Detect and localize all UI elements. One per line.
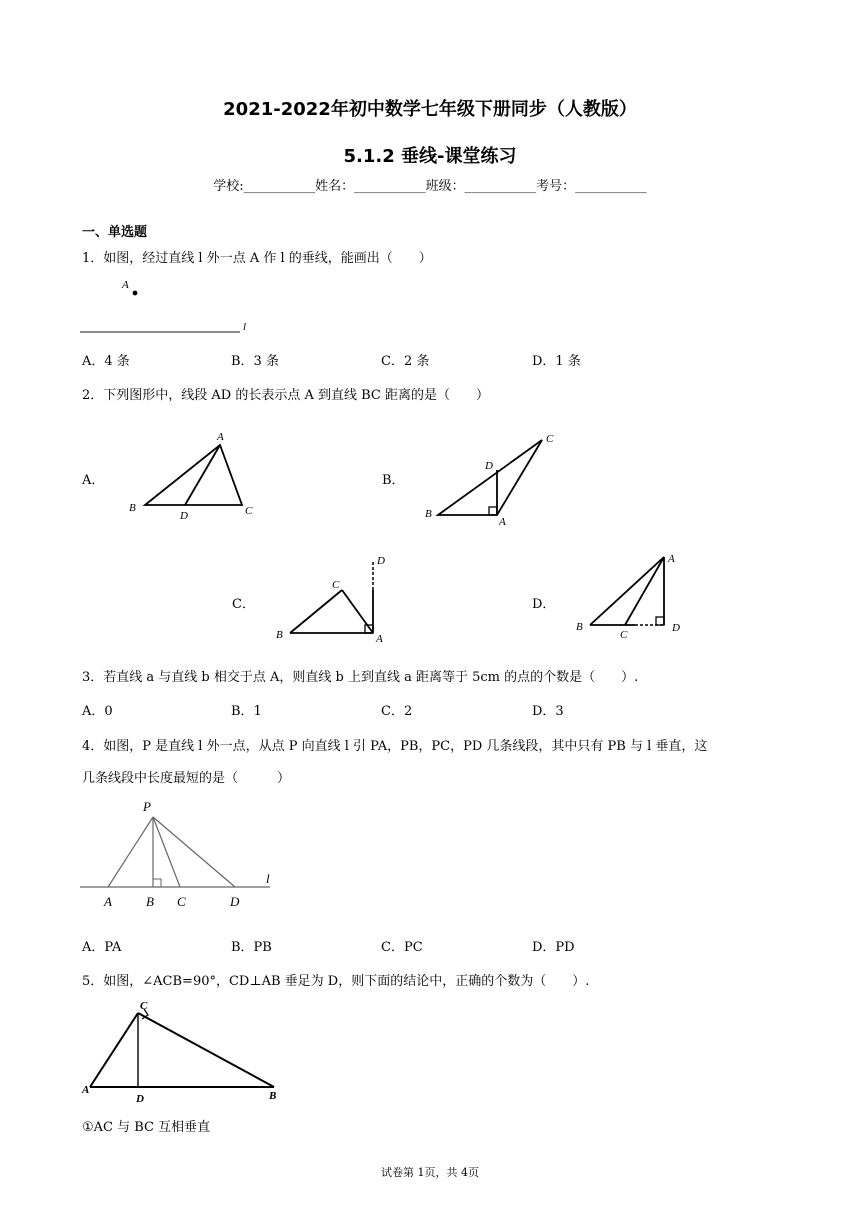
q2-option-d-label: D． (532, 597, 556, 612)
figure-label-q2-figd-a: A (668, 553, 675, 565)
q2-figure-b (420, 425, 580, 528)
q2-figure-a (120, 425, 270, 525)
q1-fig-label-A: A (122, 279, 129, 291)
figure-label-q5-fig_labels-b: B (269, 1090, 277, 1102)
q4-option-d: D．PD (532, 940, 575, 955)
q1-option-d: D．1 条 (532, 354, 581, 369)
page-footer: 试卷第 1页，共 4页 (381, 1166, 479, 1179)
figure-label-q2-figc-d: D (377, 555, 385, 567)
q2-option-c-label: C． (232, 597, 255, 612)
q3-option-c: C．2 (381, 704, 413, 719)
figure-label-q4-fig_labels-b: B (146, 894, 154, 909)
q2-figure-c (270, 550, 400, 645)
q5-item-1: ①AC 与 BC 互相垂直 (82, 1120, 211, 1135)
q1-figure (80, 270, 280, 340)
figure-label-q4-fig_labels-c: C (177, 894, 186, 909)
figure-label-q2-figd-d: D (672, 622, 680, 634)
figure-label-q2-figa-a: A (217, 431, 224, 443)
q4-stem-line2: 几条线段中长度最短的是（ ） (82, 771, 291, 786)
q3-option-b: B．1 (231, 704, 262, 719)
q3-stem: 3．若直线 a 与直线 b 相交于点 A，则直线 b 上到直线 a 距离等于 5cm 的点的个数是（ ）. (82, 670, 639, 685)
figure-label-q2-figb-c: C (546, 433, 554, 445)
figure-label-q2-figa-b: B (129, 502, 136, 514)
q1-option-c: C．2 条 (381, 354, 430, 369)
figure-label-q4-fig_labels-d: D (230, 894, 240, 909)
q4-option-c: C．PC (381, 940, 423, 955)
q5-figure (82, 995, 292, 1105)
figure-label-q2-figb-a: A (499, 516, 506, 528)
figure-label-q4-fig_labels-l: l (266, 871, 270, 886)
page-subtitle: 5.1.2 垂线-课堂练习 (343, 146, 517, 167)
q2-option-b-label: B． (382, 473, 405, 488)
figure-label-q2-figb-b: B (425, 508, 432, 520)
q1-point-A (133, 291, 138, 296)
q1-option-b: B．3 条 (231, 354, 279, 369)
q1-fig-label-l: l (243, 321, 247, 333)
q4-option-a: A．PA (82, 940, 122, 955)
figure-label-q2-figc-b: B (276, 629, 283, 641)
figure-label-q2-figc-a: A (376, 633, 383, 645)
figure-label-q2-figb-d: D (485, 460, 493, 472)
section-heading: 一、单选题 (82, 225, 148, 240)
figure-label-q2-figa-d: D (180, 510, 188, 522)
figure-label-q4-fig_labels-p: P (143, 799, 151, 814)
figure-label-q5-fig_labels-c: C (140, 1000, 148, 1012)
figure-label-q2-figd-c: C (620, 629, 628, 641)
page-title: 2021-2022年初中数学七年级下册同步（人教版） (223, 99, 637, 120)
figure-label-q5-fig_labels-d: D (136, 1093, 144, 1105)
student-info-line: 学校:___________姓名：___________班级：___________考号：___________ (213, 179, 647, 194)
q5-stem: 5．如图，∠ACB=90°，CD⊥AB 垂足为 D，则下面的结论中，正确的个数为（ ）. (82, 974, 590, 989)
figure-label-q2-figd-b: B (576, 621, 583, 633)
figure-label-q4-fig_labels-a: A (104, 894, 112, 909)
figure-label-q2-figa-c: C (245, 505, 253, 517)
q3-option-d: D．3 (532, 704, 564, 719)
q2-figure-d (570, 545, 700, 640)
q1-stem: 1．如图，经过直线 l 外一点 A 作 l 的垂线，能画出（ ） (82, 251, 432, 266)
q2-stem: 2．下列图形中，线段 AD 的长表示点 A 到直线 BC 距离的是（ ） (82, 388, 490, 403)
q4-stem-line1: 4．如图，P 是直线 l 外一点，从点 P 向直线 l 引 PA，PB，PC，PD 几条线段，其中只有 PB 与 l 垂直，这 (82, 739, 708, 754)
q2-option-a-label: A． (82, 473, 105, 488)
figure-label-q5-fig_labels-a: A (82, 1084, 90, 1096)
q3-option-a: A．0 (82, 704, 113, 719)
q4-figure (80, 795, 290, 920)
q1-option-a: A．4 条 (82, 354, 130, 369)
figure-label-q2-figc-c: C (332, 579, 340, 591)
q4-option-b: B．PB (231, 940, 272, 955)
